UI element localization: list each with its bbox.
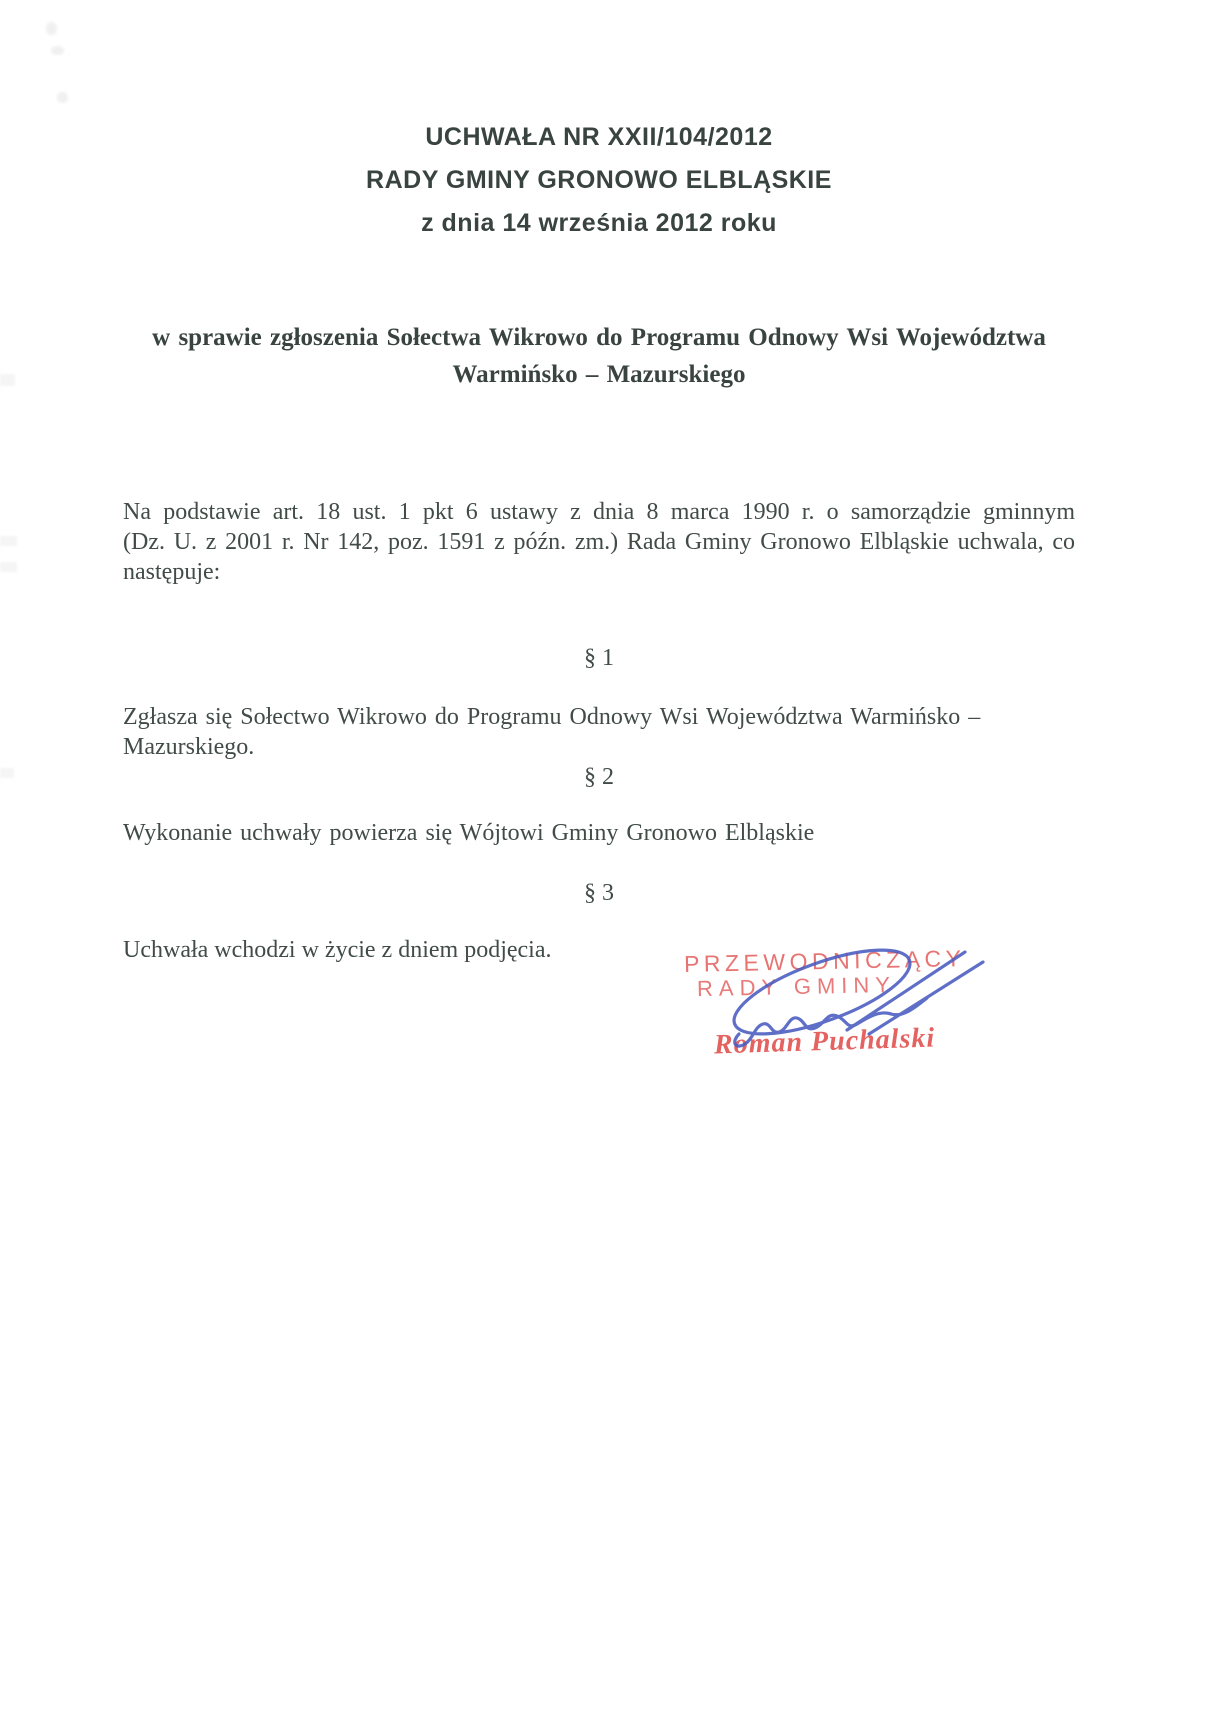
section-1-line: Zgłasza się Sołectwo Wikrowo do Programu Odnowy Wsi Województwa Warmińsko – (123, 704, 981, 730)
section-1-text (123, 702, 1075, 762)
section-3-line: Uchwała wchodzi w życie z dniem podjęcia. (123, 937, 552, 963)
scan-artifact (0, 374, 15, 386)
section-2-text (123, 818, 1075, 848)
legal-basis-line: następuje: (123, 559, 221, 585)
section-2-line: Wykonanie uchwały powierza się Wójtowi Gminy Gronowo Elbląskie (123, 820, 815, 846)
section-3-mark: § 3 (584, 880, 614, 906)
scan-artifact (46, 22, 57, 35)
signature-strokes (725, 933, 983, 1051)
legal-basis-paragraph (123, 497, 1075, 587)
subject-line: w sprawie zgłoszenia Sołectwa Wikrowo do Programu Odnowy Wsi Województwa (152, 324, 1046, 351)
handwritten-signature (695, 928, 1005, 1068)
resolution-number: UCHWAŁA NR XXII/104/2012 (425, 123, 773, 151)
scan-artifact (0, 536, 17, 546)
legal-basis-line: Na podstawie art. 18 ust. 1 pkt 6 ustawy z dnia 8 marca 1990 r. o samorządzie gminnym (123, 499, 1075, 525)
stamp-role-line1: PRZEWODNICZĄCY (683, 945, 966, 977)
scan-artifact (0, 562, 17, 572)
issuing-body: RADY GMINY GRONOWO ELBLĄSKIE (366, 166, 832, 194)
legal-basis-line: (Dz. U. z 2001 r. Nr 142, poz. 1591 z późn. zm.) Rada Gminy Gronowo Elbląskie uchwala, co (123, 529, 1075, 555)
document-subject (123, 319, 1075, 393)
section-2-mark: § 2 (584, 764, 614, 790)
document-title (123, 116, 1075, 245)
scan-artifact (0, 768, 14, 778)
section-1-line: Mazurskiego. (123, 734, 255, 760)
scan-artifact (57, 92, 68, 103)
section-1-mark: § 1 (584, 645, 614, 671)
subject-line: Warmińsko – Mazurskiego (452, 361, 746, 388)
stamp-signer-name: Roman Puchalski (713, 1022, 936, 1061)
scan-artifact (51, 46, 64, 55)
resolution-date: z dnia 14 września 2012 roku (421, 209, 777, 237)
stamp-role-line2: RADY GMINY (696, 971, 897, 1002)
